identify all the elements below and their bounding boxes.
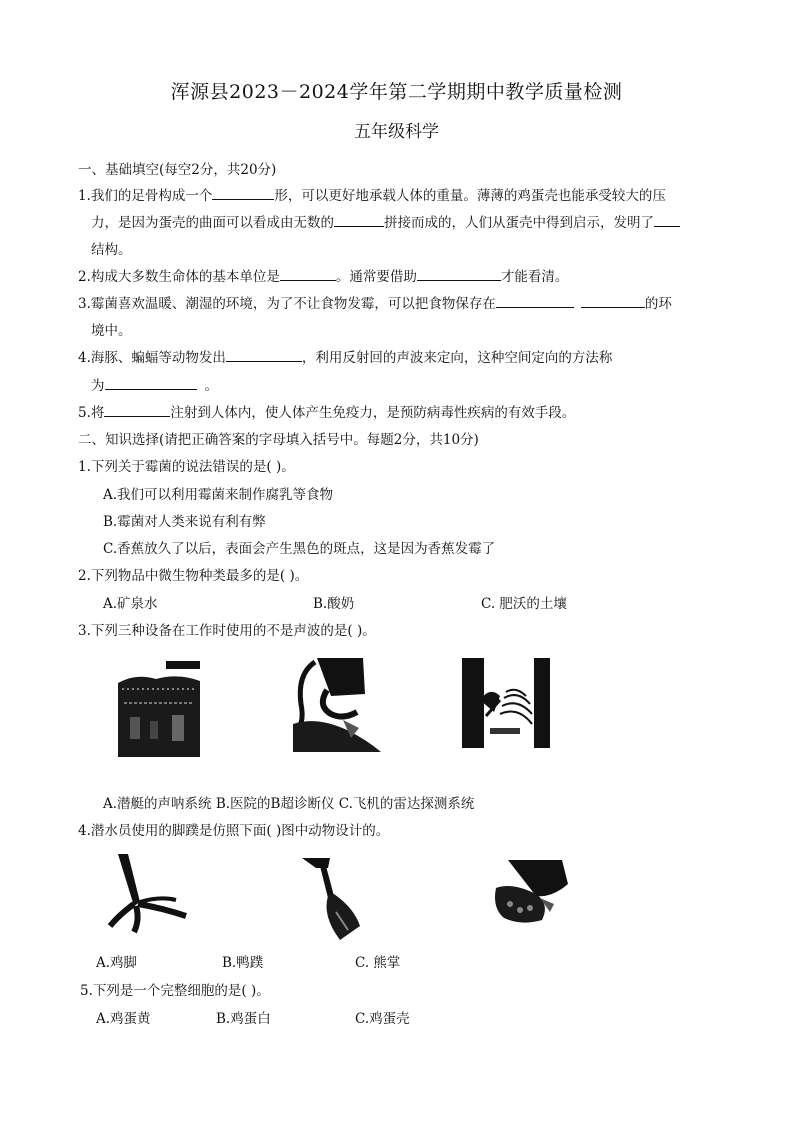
aircraft-radar-picture: [460, 656, 552, 750]
s2-q5-option-a: A.鸡蛋黄: [96, 1011, 151, 1027]
exam-subtitle: 五年级科学: [354, 122, 439, 142]
answer-blank[interactable]: [212, 187, 274, 200]
s1-q5-text-b: 注射到人体内，使人体产生免疫力，是预防病毒性疾病的有效手段。: [170, 405, 576, 421]
bear-paw-picture: [492, 858, 574, 926]
s2-q5-stem: 5.下列是一个完整细胞的是( )。: [80, 983, 270, 999]
s1-q1-text-e: 结构。: [91, 242, 132, 258]
s2-q1-option-c: C.香蕉放久了以后，表面会产生黑色的斑点，这是因为香蕉发霉了: [103, 541, 496, 557]
s1-q5: [78, 404, 575, 422]
s1-q4-text-a: 4.海豚、蝙蝠等动物发出: [78, 350, 226, 366]
s2-q3-stem: 3.下列三种设备在工作时使用的不是声波的是( )。: [78, 623, 376, 639]
s1-q1-text-b: 形，可以更好地承载人体的重量。薄薄的鸡蛋壳也能承受较大的压: [274, 188, 666, 204]
exam-title: 浑源县2023－2024学年第二学期期中教学质量检测: [170, 81, 623, 103]
s1-q3-text-a: 3.霉菌喜欢温暖、潮湿的环境，为了不让食物发霉，可以把食物保存在: [78, 296, 496, 312]
s1-q3-line1: [78, 295, 672, 313]
s1-q4-text-b: ，利用反射回的声波来定向，这种空间定向的方法称: [301, 350, 613, 366]
s2-q3-options: A.潜艇的声呐系统 B.医院的B超诊断仪 C.飞机的雷达探测系统: [103, 796, 475, 812]
s2-q2-stem: 2.下列物品中微生物种类最多的是( )。: [78, 568, 309, 584]
s2-q2-option-b: B.酸奶: [313, 596, 355, 612]
answer-blank[interactable]: [654, 214, 680, 227]
s1-q1-text-a: 1.我们的足骨构成一个: [78, 188, 213, 204]
s1-q2-text-c: 才能看清。: [500, 269, 569, 285]
answer-blank[interactable]: [105, 377, 197, 390]
s1-q5-text-a: 5.将: [78, 405, 105, 421]
answer-blank[interactable]: [104, 404, 170, 417]
s2-q1-option-b: B.霉菌对人类来说有利有弊: [103, 514, 266, 530]
s2-q4-stem: 4.潜水员使用的脚蹼是仿照下面( )图中动物设计的。: [78, 823, 390, 839]
s1-q4-text-d: 。: [204, 378, 218, 394]
duck-foot-picture: [300, 856, 368, 942]
s2-q5-option-b: B.鸡蛋白: [216, 1011, 271, 1027]
submarine-sonar-picture: [116, 659, 202, 759]
s1-q4-line1: [78, 349, 612, 367]
s2-q1-option-a: A.我们可以利用霉菌来制作腐乳等食物: [103, 487, 334, 503]
ultrasound-picture: [287, 654, 383, 754]
s1-q2: [78, 268, 568, 286]
s2-q2-option-c: C. 肥沃的土壤: [481, 596, 567, 612]
s1-q2-text-a: 2.构成大多数生命体的基本单位是: [78, 269, 280, 285]
answer-blank[interactable]: [280, 268, 336, 281]
s1-q1-text-d: 拼接而成的，人们从蛋壳中得到启示，发明了: [384, 215, 654, 231]
s2-q4-option-c: C. 熊掌: [355, 955, 401, 971]
s1-q1-line1: [78, 187, 666, 205]
section2-heading: 二、知识选择(请把正确答案的字母填入括号中。每题2分，共10分): [78, 432, 479, 448]
s1-q4-text-c: 为: [91, 378, 105, 394]
section1-heading: 一、基础填空(每空2分，共20分): [78, 162, 277, 178]
s1-q3-text-b: 的环: [644, 296, 672, 312]
s2-q5-option-c: C.鸡蛋壳: [355, 1011, 410, 1027]
s1-q1-line2: [91, 214, 680, 232]
answer-blank[interactable]: [226, 349, 302, 362]
s2-q4-option-b: B.鸭蹼: [222, 955, 264, 971]
answer-blank[interactable]: [334, 214, 384, 227]
chicken-foot-picture: [100, 852, 192, 934]
s1-q3-text-c: 境中。: [91, 323, 132, 339]
s1-q4-line2: [91, 377, 218, 395]
s1-q2-text-b: 。通常要借助: [335, 269, 417, 285]
s2-q2-option-a: A.矿泉水: [103, 596, 158, 612]
s2-q1-stem: 1.下列关于霉菌的说法错误的是( )。: [78, 459, 295, 475]
answer-blank[interactable]: [581, 295, 645, 308]
answer-blank[interactable]: [417, 268, 501, 281]
answer-blank[interactable]: [496, 295, 574, 308]
s2-q4-option-a: A.鸡脚: [96, 955, 138, 971]
s1-q1-text-c: 力，是因为蛋壳的曲面可以看成由无数的: [91, 215, 334, 231]
